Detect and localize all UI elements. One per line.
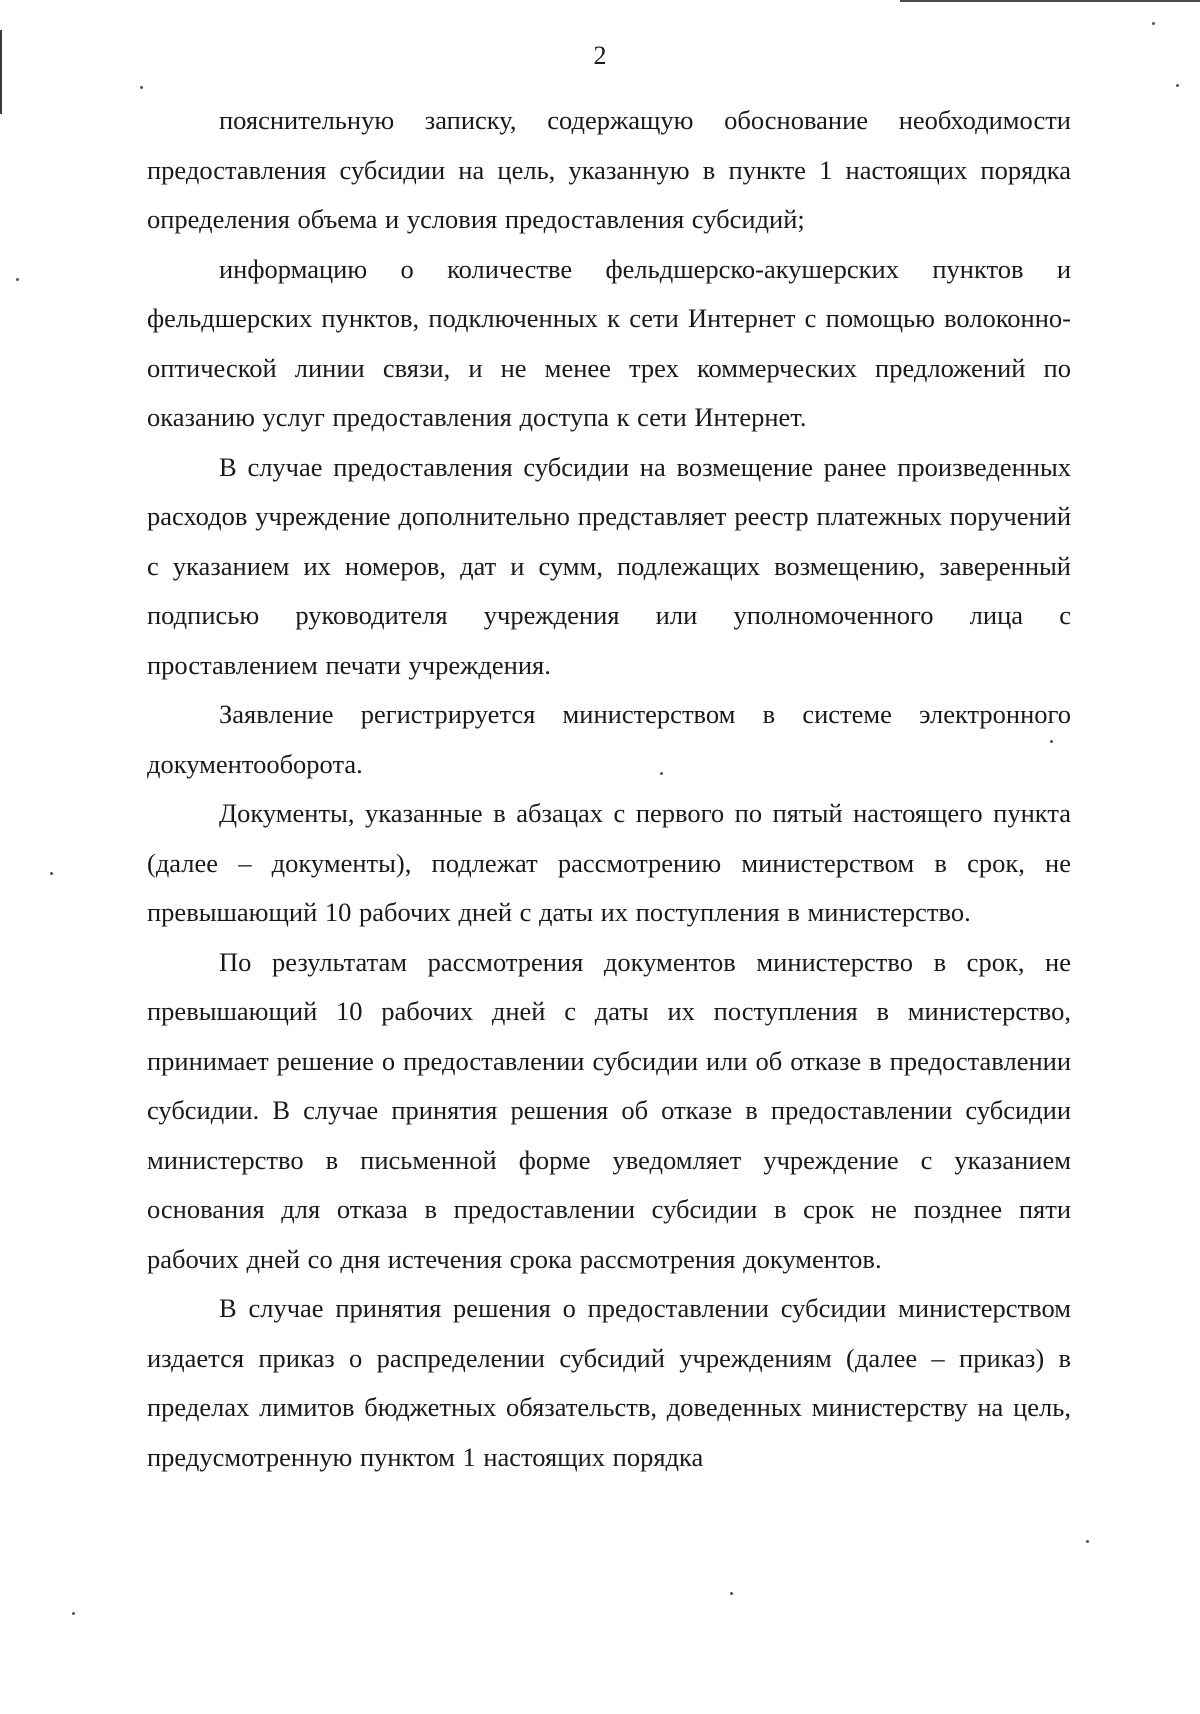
scan-speck <box>1152 22 1155 25</box>
paragraph: пояснительную записку, содержащую обоснование необходимости предоставления субсидии на цель, указанную в пункте 1 настоящих порядка определения объема и условия предоставления субсидий; <box>147 105 1071 234</box>
paragraph: В случае предоставления субсидии на возмещение ранее произведенных расходов учреждение дополнительно представляет реестр платежных поручений с указанием их номеров, дат и сумм, подлежащих возмещению, заверенный подписью руководителя учреждения или уполномоченного лица с проставлением печати учреждения. <box>147 451 1071 680</box>
scan-speck <box>50 872 53 875</box>
document-body <box>147 96 1071 1482</box>
paragraph: В случае принятия решения о предоставлении субсидии министерством издается приказ о распределении субсидий учреждениям (далее – приказ) в пределах лимитов бюджетных обязательств, доведенных министерству на цель, предусмотренную пунктом 1 настоящих порядка <box>147 1293 1071 1472</box>
paragraph: По результатам рассмотрения документов министерство в срок, не превышающий 10 рабочих дней с даты их поступления в министерство, принимает решение о предоставлении субсидии или об отказе в предоставлении субсидии. В случае принятия решения об отказе в предоставлении субсидии министерство в письменной форме уведомляет учреждение с указанием основания для отказа в предоставлении субсидии в срок не позднее пяти рабочих дней со дня истечения срока рассмотрения документов. <box>147 946 1071 1274</box>
scan-speck <box>1176 84 1179 87</box>
paragraph: информацию о количестве фельдшерско-акушерских пунктов и фельдшерских пунктов, подключенных к сети Интернет с помощью волоконно-оптической линии связи, и не менее трех коммерческих предложений по оказанию услуг предоставления доступа к сети Интернет. <box>147 253 1071 432</box>
scan-speck <box>1086 1540 1089 1543</box>
scan-top-line <box>900 0 1200 2</box>
paragraph: Заявление регистрируется министерством в системе электронного документооборота. <box>147 699 1071 779</box>
paragraph: Документы, указанные в абзацах с первого по пятый настоящего пункта (далее – документы), подлежат рассмотрению министерством в срок, не превышающий 10 рабочих дней с даты их поступления в министерство. <box>147 798 1071 927</box>
scan-speck <box>72 1612 75 1615</box>
scan-speck <box>140 86 143 89</box>
page-number: 2 <box>593 41 607 70</box>
scan-speck <box>730 1592 733 1595</box>
scan-speck <box>16 278 19 281</box>
